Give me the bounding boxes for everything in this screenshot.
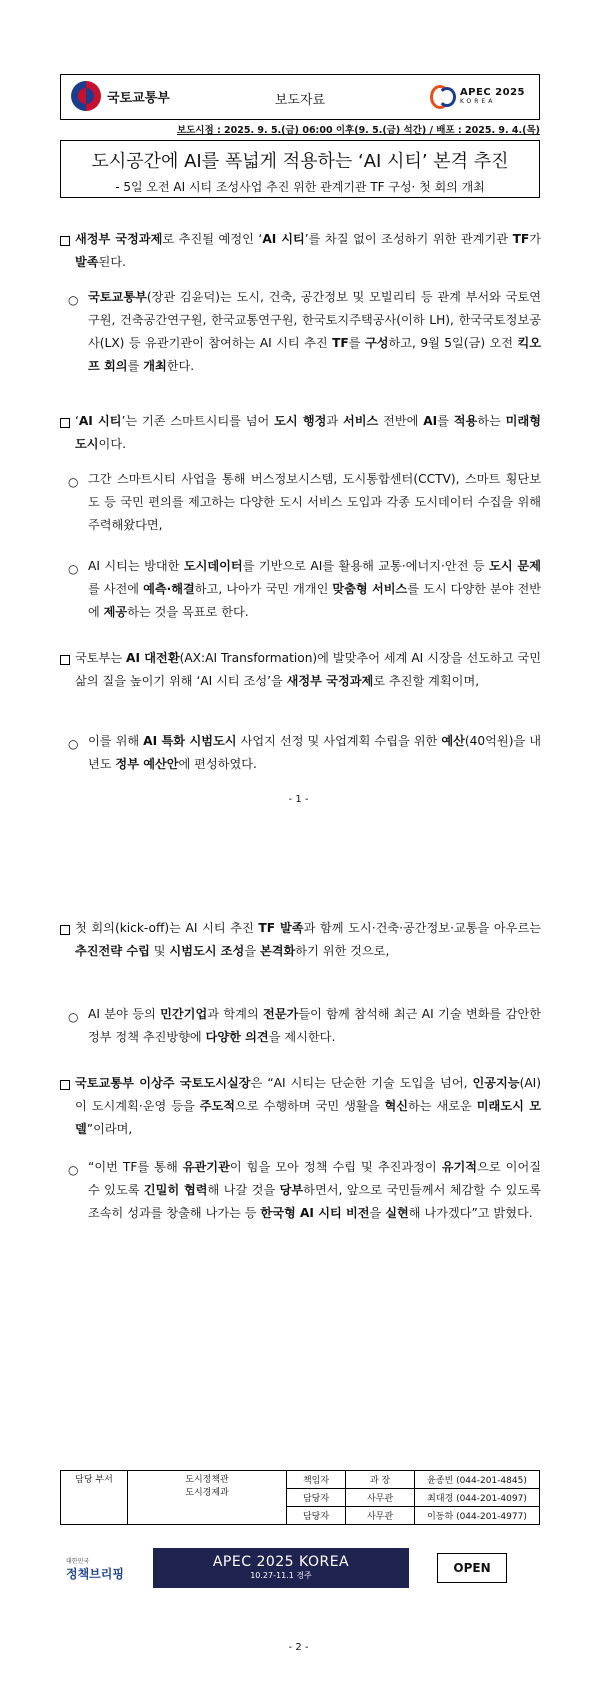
paragraph: 새정부 국정과제로 추진될 예정인 ‘AI 시티’를 차질 없이 조성하기 위한 관계기관 TF가 발족된다. (75, 232, 542, 269)
apec-banner: APEC 2025 KOREA 10.27-11.1 경주 (153, 1548, 409, 1588)
circle-bullet-icon: ○ (68, 475, 79, 489)
circle-bullet-icon: ○ (68, 562, 79, 576)
circle-bullet-icon: ○ (68, 293, 79, 307)
square-bullet-icon (60, 925, 70, 935)
contact-table (60, 1470, 540, 1525)
circle-bullet-icon: ○ (68, 1163, 79, 1177)
apec-logo: APEC 2025 KOREA (430, 83, 525, 109)
square-bullet-icon (60, 1080, 70, 1090)
paragraph: 국토부는 AI 대전환(AX:AI Transformation)에 발맞추어 세계 AI 시장을 선도하고 국민 삶의 질을 높이기 위해 ‘AI 시티 조성’을 새정부 국정과제로 추진할 계획이며, (75, 651, 541, 688)
square-bullet-icon (60, 655, 70, 665)
paragraph: 이를 위해 AI 특화 시범도시 사업지 선정 및 사업계획 수립을 위한 예산(40억원)을 내년도 정부 예산안에 편성하였다. (88, 734, 542, 771)
page-title: 도시공간에 AI를 폭넓게 적용하는 ‘AI 시티’ 본격 추진 (91, 151, 509, 172)
paragraph: ‘AI 시티’는 기존 스마트시티를 넘어 도시 행정과 서비스 전반에 AI를 적용하는 미래형 도시이다. (75, 414, 541, 451)
table-row: 담당자 사무관 이동하 (044-201-4977) (61, 1507, 540, 1525)
open-license-icon: OPEN (437, 1553, 507, 1583)
dept-names: 도시정책관 도시경제과 (128, 1471, 287, 1525)
paragraph: 그간 스마트시티 사업을 통해 버스정보시스템, 도시통합센터(CCTV), 스마트 횡단보도 등 국민 편의를 제고하는 다양한 도시 서비스 도입과 각종 도시데이터 수집을 위해 주력해왔다면, (88, 472, 541, 532)
paragraph: 첫 회의(kick-off)는 AI 시티 추진 TF 발족과 함께 도시·건축·공간정보·교통을 아우르는 추진전략 수립 및 시범도시 조성을 본격화하기 위한 것으로, (75, 921, 541, 958)
ministry-name: 국토교통부 (107, 90, 170, 106)
square-bullet-icon (60, 236, 70, 246)
header-box (60, 74, 540, 120)
page-number: - 1 - (288, 794, 309, 805)
paragraph: 국토교통부(장관 김윤덕)는 도시, 건축, 공간정보 및 모빌리티 등 관계 부서와 국토연구원, 건축공간연구원, 한국교통연구원, 한국토지주택공사(이하 LH), 한국국토정보공사(LX) 등 유관기관이 참여하는 AI 시티 추진 TF를 구성하고, 9월 5일(금) 오전 킥오프 회의를 개최한다. (88, 290, 541, 373)
square-bullet-icon (60, 418, 70, 428)
paragraph: 국토교통부 이상주 국토도시실장은 “AI 시티는 단순한 기술 도입을 넘어, 인공지능(AI)이 도시계획·운영 등을 주도적으로 수행하며 국민 생활을 혁신하는 새로운 미래도시 모델”이라며, (75, 1076, 542, 1136)
title-box (60, 140, 540, 198)
policy-briefing-logo: 대한민국 정책브리핑 (66, 1558, 124, 1581)
table-row: 담당 부서 도시정책관 도시경제과 책임자 과 장 윤종빈 (044-201-4845) (61, 1471, 540, 1489)
page-subtitle: - 5일 오전 AI 시티 조성사업 추진 위한 관계기관 TF 구성· 첫 회의 개최 (115, 180, 485, 194)
release-info: 보도시점 : 2025. 9. 5.(금) 06:00 이후(9. 5.(금) 석간) / 배포 : 2025. 9. 4.(목) (176, 125, 540, 136)
table-row: 담당자 사무관 최대경 (044-201-4097) (61, 1489, 540, 1507)
dept-label: 담당 부서 (61, 1471, 128, 1525)
paragraph: AI 분야 등의 민간기업과 학계의 전문가들이 함께 참석해 최근 AI 기술 변화를 감안한 정부 정책 추진방향에 다양한 의견을 제시한다. (88, 1007, 541, 1044)
apec-mark-icon (430, 83, 460, 109)
page-number: - 2 - (288, 1642, 309, 1653)
circle-bullet-icon: ○ (68, 1010, 79, 1024)
doc-type: 보도자료 (274, 93, 326, 108)
paragraph: “이번 TF를 통해 유관기관이 힘을 모아 정책 수립 및 추진과정이 유기적으로 이어질 수 있도록 긴밀히 협력해 나갈 것을 당부하면서, 앞으로 국민들께서 체감할 수 있도록 조속히 성과를 창출해 나가는 등 한국형 AI 시티 비전을 실현해 나가겠다”고 밝혔다. (88, 1160, 541, 1220)
paragraph: AI 시티는 방대한 도시데이터를 기반으로 AI를 활용해 교통·에너지·안전 등 도시 문제를 사전에 예측·해결하고, 나아가 국민 개개인 맞춤형 서비스를 도시 다양한 분야 전반에 제공하는 것을 목표로 한다. (88, 559, 542, 619)
circle-bullet-icon: ○ (68, 737, 79, 751)
